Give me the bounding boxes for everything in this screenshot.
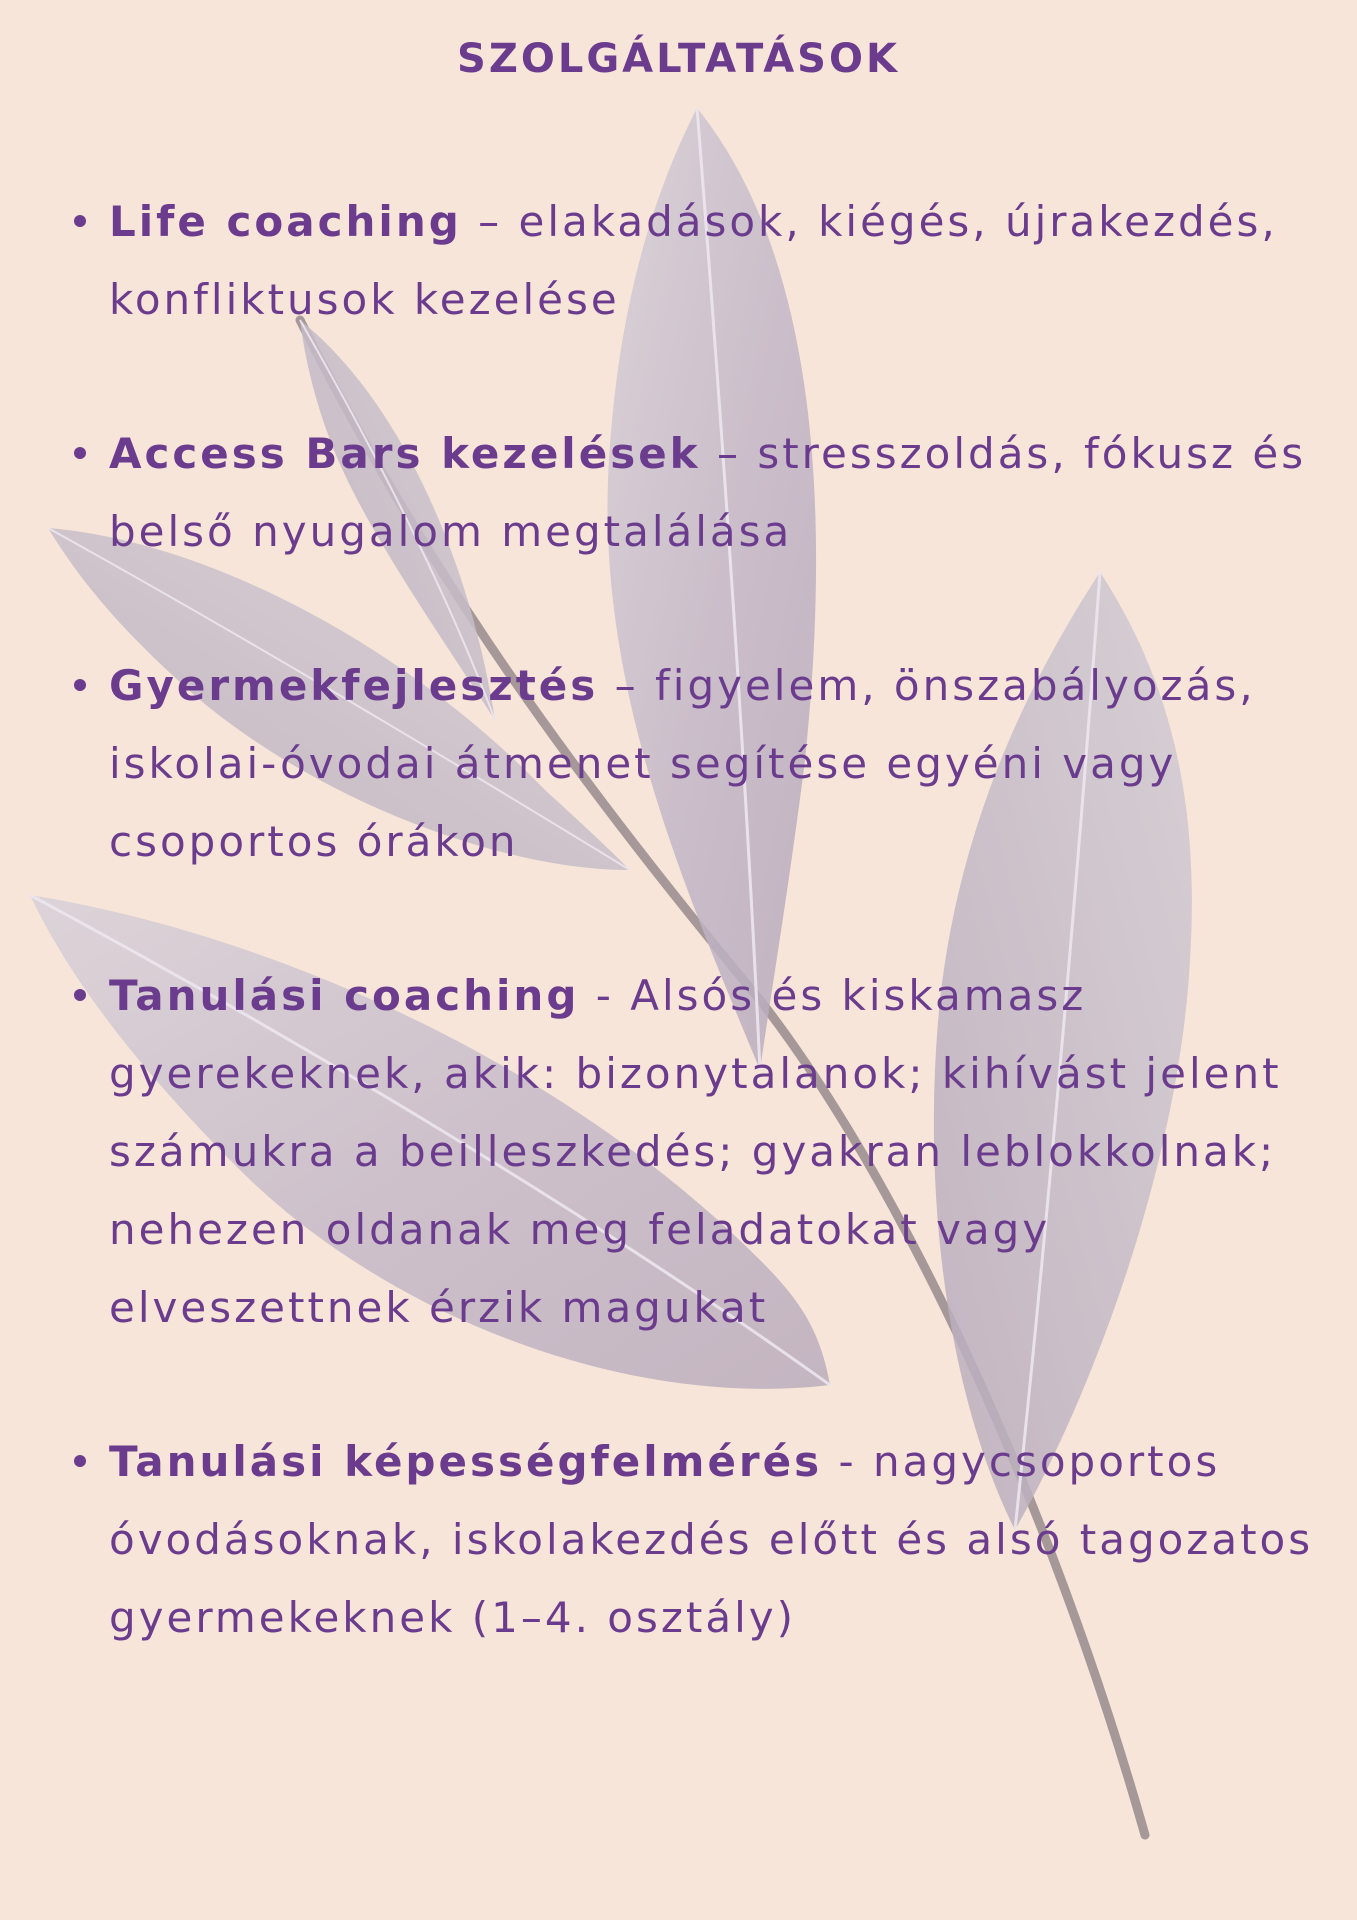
service-title: Life coaching: [109, 197, 462, 246]
service-item-learning-assessment: [74, 1423, 1314, 1657]
bullet-icon: [74, 679, 86, 691]
service-title: Access Bars kezelések: [109, 429, 701, 478]
bullet-icon: [74, 1455, 86, 1467]
service-separator: –: [478, 197, 503, 246]
page-title: SZOLGÁLTATÁSOK: [457, 36, 900, 82]
service-description: Alsós és kiskamasz gyerekeknek, akik: bizonytalanok; kihívást jelent számukra a beilleszkedés; gyakran leblokkolnak; nehezen oldanak meg feladatokat vagy elveszettnek érzik magukat: [109, 971, 1282, 1332]
service-separator: -: [595, 971, 614, 1020]
service-separator: -: [838, 1437, 857, 1486]
service-title: Gyermekfejlesztés: [109, 661, 599, 710]
service-description: figyelem, önszabályozás, iskolai-óvodai átmenet segítése egyéni vagy csoportos órákon: [109, 661, 1256, 866]
service-separator: –: [716, 429, 741, 478]
services-list: [74, 183, 1314, 1657]
service-title: Tanulási coaching: [109, 971, 580, 1020]
service-item-access-bars: [74, 415, 1314, 571]
service-item-life-coaching: [74, 183, 1314, 339]
service-separator: –: [614, 661, 639, 710]
bullet-icon: [74, 989, 86, 1001]
bullet-icon: [74, 215, 86, 227]
service-description: stresszoldás, fókusz és belső nyugalom megtalálása: [109, 429, 1307, 556]
service-item-learning-coaching: [74, 957, 1314, 1347]
service-description: nagycsoportos óvodásoknak, iskolakezdés előtt és alsó tagozatos gyermekeknek (1–4. osztály): [109, 1437, 1314, 1642]
bullet-icon: [74, 447, 86, 459]
service-title: Tanulási képességfelmérés: [109, 1437, 823, 1486]
service-item-child-development: [74, 647, 1314, 881]
service-description: elakadások, kiégés, újrakezdés, konfliktusok kezelése: [109, 197, 1278, 324]
